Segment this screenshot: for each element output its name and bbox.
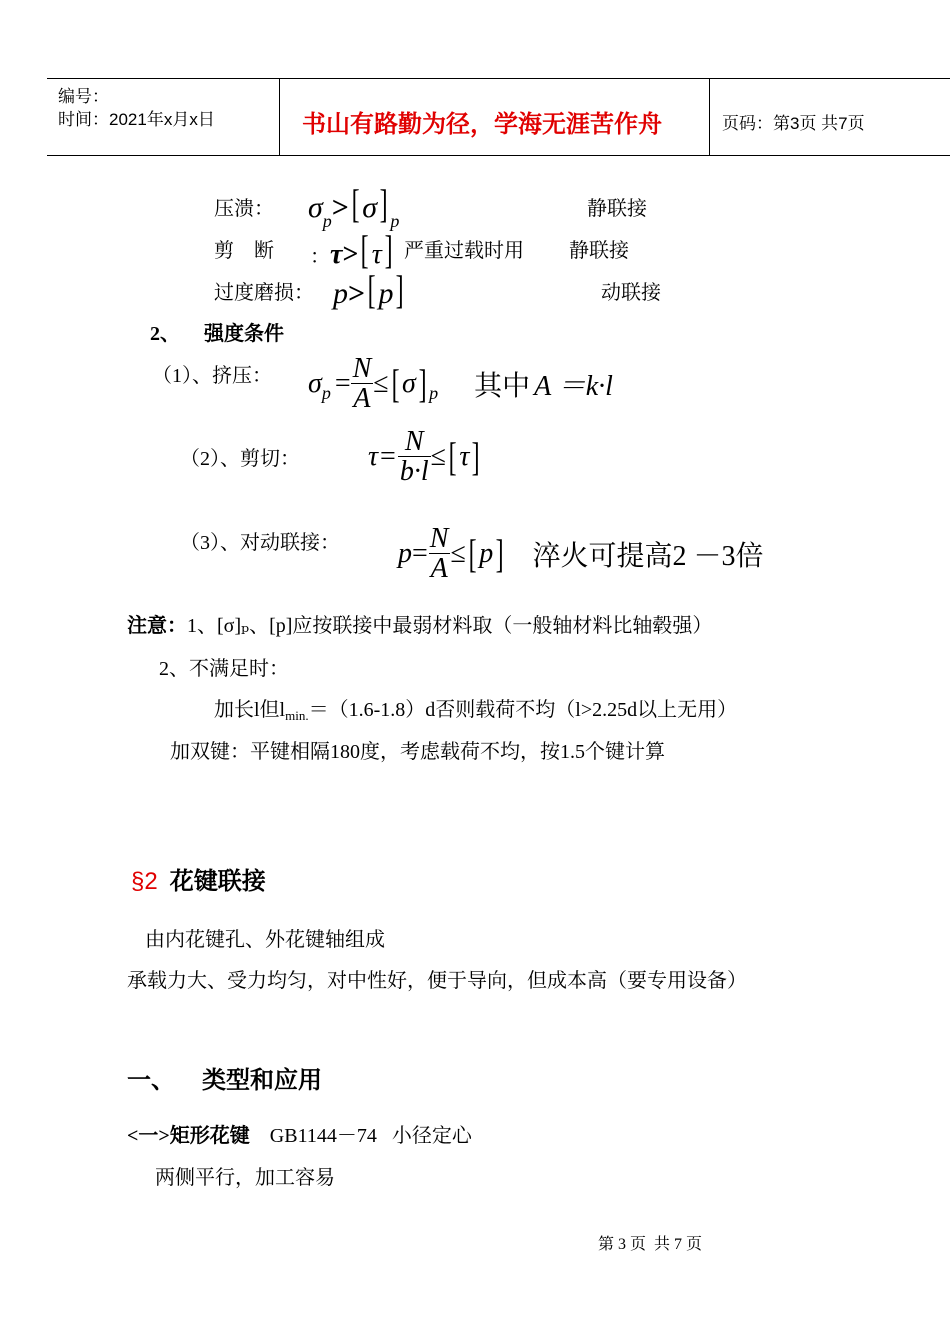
item3-note: 淬火可提高2 －3倍 [532,540,764,572]
item1-label: （1）、挤压： [152,365,272,387]
wear-op: > [348,277,366,310]
item1-note: 其中 [474,370,531,402]
crush-lhs-sub: p [322,211,332,231]
strength-heading-number: 2、 [150,323,180,345]
footer-page-number: 第 3 页 共 7 页 [598,1236,703,1253]
section2-line1: 由内花键孔、外花键轴组成 [145,929,385,951]
shear-type: 静联接 [569,240,629,262]
item2-formula: τ = $\frac{N}{b\cdot l}$ ≤ [ τ ] [368,426,481,488]
shear-lhs: τ [330,239,343,270]
types-subheading: <一>矩形花键 GB1144－74 小径定心 [127,1125,472,1147]
item2-label: （2）、剪切： [180,448,300,470]
shear-rhs: τ [371,239,382,270]
header-motto: 书山有路勤为径，学海无涯苦作舟 [302,111,662,138]
section2-heading [131,861,266,896]
wear-lhs: p [333,277,348,310]
header-divider-left [279,78,280,156]
shear-label: 剪 断 [214,240,274,262]
section2-symbol: §2 [131,868,158,895]
types-heading-number: 一、 [127,1067,175,1094]
item3-formula: p = $\frac{N}{A}$ ≤ [ p ] 淬火可提高2 －3倍 [398,523,764,585]
crush-type: 静联接 [587,198,647,220]
section2-title: 花键联接 [169,868,266,895]
item3-label: （3）、对动联接： [180,532,340,554]
item3-fraction: $\frac{N}{A}$ [429,523,449,585]
wear-label: 过度磨损： [214,282,314,304]
doc-number-label: 编号： [58,87,109,106]
crush-op: > [331,191,349,224]
notes-line2: 2、不满足时： [159,658,289,680]
types-sub-line: 两侧平行，加工容易 [155,1167,335,1189]
shear-formula: ：τ>[τ] [310,227,393,272]
notes-line3: 加长l但$l_{min.}=(1.6-1.8)d$否则载荷不均（l>2.25d以上无用） [214,699,738,723]
item2-fraction: $\frac{N}{b\cdot l}$ [399,426,429,488]
doc-time: 时间：2021年x月x日 [58,110,215,129]
strength-heading: 强度条件 [204,323,284,345]
header-page-info: 页码：第3页 共7页 [722,114,865,133]
wear-type: 动联接 [601,282,661,304]
types-heading: 类型和应用 [202,1067,322,1094]
crush-lhs: σ [308,191,323,224]
shear-op: > [342,239,359,270]
notes-line4: 加双键：平键相隔180度，考虑载荷不均，按1.5个键计算 [170,741,665,763]
wear-rhs: p [378,277,394,310]
crush-label: 压溃： [214,198,274,220]
crush-formula: $\sigma_p>[\sigma]$ $_p$ [308,181,400,231]
item1-note-formula: A ＝k·l [534,370,613,402]
shear-note: 严重过载时用 [404,240,524,262]
crush-rhs-sub: p [390,211,400,231]
notes-line1: 注意：1、[σ]ₚ、[p]应按联接中最弱材料取（一般轴材料比轴毂强） [127,615,713,637]
notes-label: 注意： [127,615,187,637]
types-subheading-title: 矩形花键 [169,1125,250,1147]
section2-line2: 承载力大、受力均匀，对中性好，便于导向，但成本高（要专用设备） [127,970,747,992]
header-divider-right [709,78,710,156]
item1-fraction: $\frac{N}{A}$ [352,353,372,415]
header-bottom-rule [47,155,950,156]
item1-formula: σ p = $\frac{N}{A}$ ≤ [ σ ] p 其中 A ＝k·l [308,353,613,415]
wear-formula: p>[p] [333,267,405,312]
header-top-rule [47,78,950,79]
crush-rhs: σ [362,191,378,224]
